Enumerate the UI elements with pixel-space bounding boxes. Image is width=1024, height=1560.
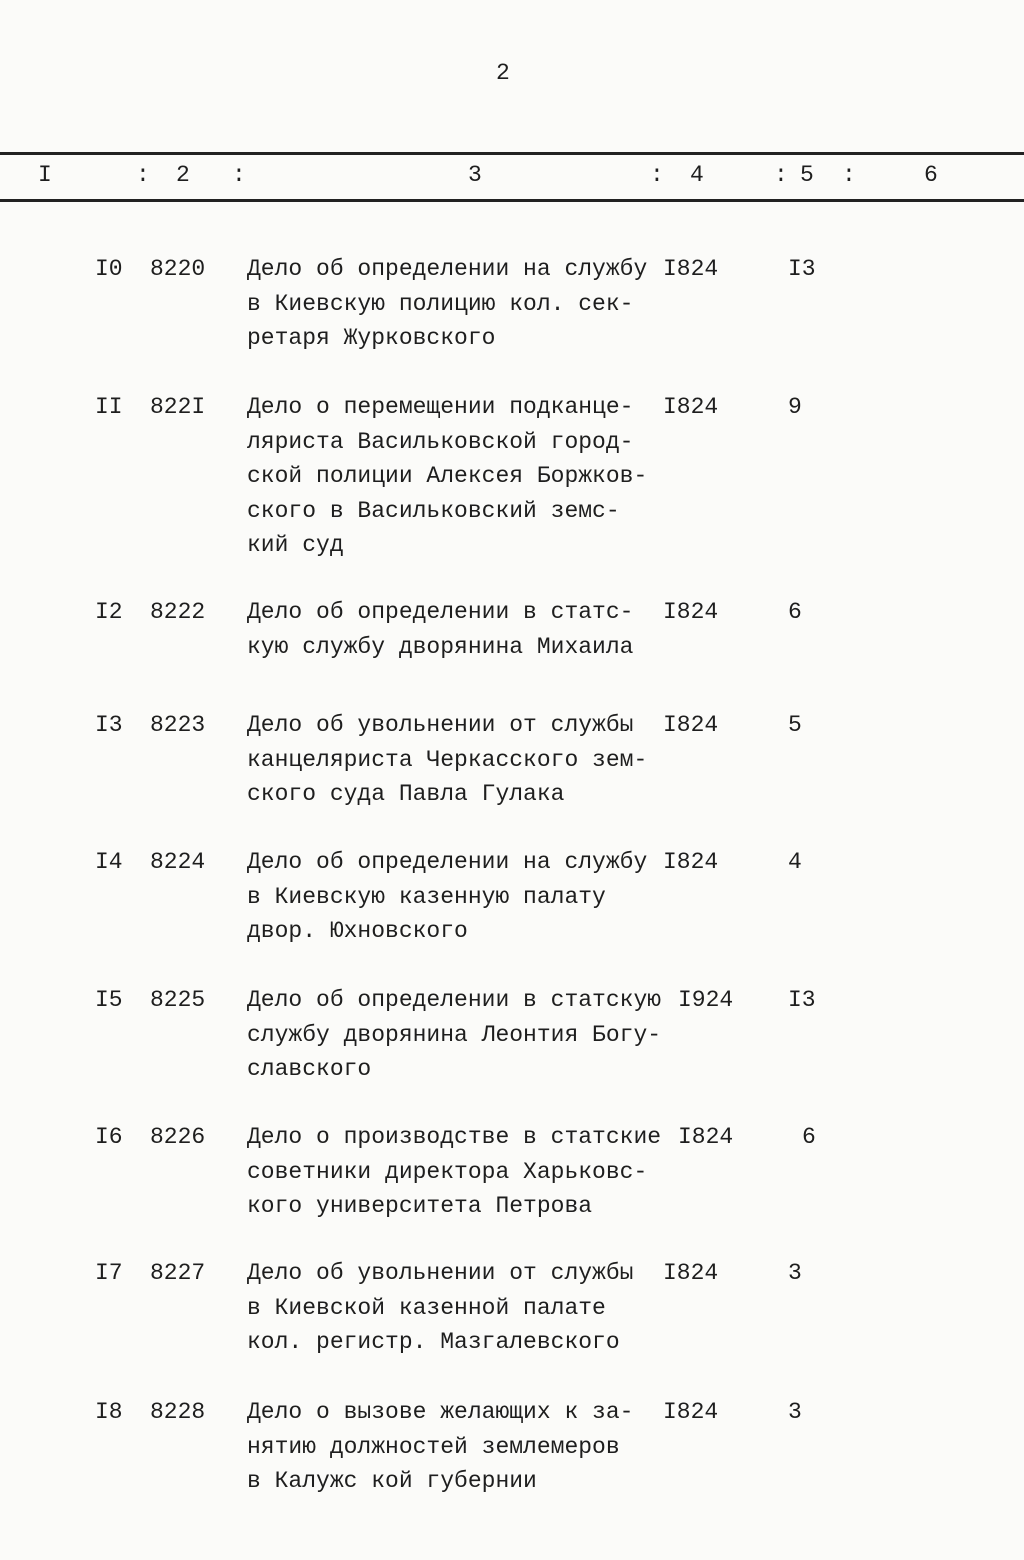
case-title-line: Дело о вызове желающих к за- bbox=[247, 1399, 634, 1425]
header-top-rule bbox=[0, 152, 1024, 155]
case-title-line: ской полиции Алексея Боржков- bbox=[247, 463, 648, 489]
sheet-count: 4 bbox=[788, 849, 802, 875]
row-number: I0 bbox=[95, 256, 123, 282]
case-number: 8224 bbox=[150, 849, 206, 875]
case-year: I924 bbox=[678, 987, 734, 1013]
case-title-line: кую службу дворянина Михаила bbox=[247, 633, 634, 660]
header-sep: : bbox=[774, 162, 788, 188]
sheet-count: I3 bbox=[788, 256, 816, 282]
header-sep: : bbox=[842, 162, 856, 188]
sheet-count: 9 bbox=[788, 394, 802, 420]
row-number: I3 bbox=[95, 712, 123, 738]
case-title-line: двор. Юхновского bbox=[247, 918, 468, 944]
row-number: I4 bbox=[95, 849, 123, 875]
case-title-line: советники директора Харьковс- bbox=[247, 1158, 648, 1185]
case-title-line: Дело об определении на службу bbox=[247, 256, 648, 282]
header-sep: : bbox=[136, 162, 150, 188]
case-title-line: ретаря Журковского bbox=[247, 325, 496, 351]
case-year: I824 bbox=[663, 1399, 719, 1425]
case-title-line: Дело об увольнении от службы bbox=[247, 712, 634, 738]
case-year: I824 bbox=[663, 599, 719, 625]
case-title-line: ского в Васильковский земс- bbox=[247, 497, 620, 524]
sheet-count: 6 bbox=[802, 1124, 816, 1150]
row-number: I2 bbox=[95, 599, 123, 625]
case-year: I824 bbox=[678, 1124, 734, 1150]
sheet-count: I3 bbox=[788, 987, 816, 1013]
case-title-line: кого университета Петрова bbox=[247, 1193, 593, 1219]
case-title-line: Дело об определении на службу bbox=[247, 849, 648, 875]
case-title-line: нятию должностей землемеров bbox=[247, 1433, 620, 1460]
header-col-1: I bbox=[38, 162, 52, 188]
case-year: I824 bbox=[663, 394, 719, 420]
case-year: I824 bbox=[663, 849, 719, 875]
case-number: 8220 bbox=[150, 256, 206, 282]
header-bottom-rule bbox=[0, 199, 1024, 202]
header-col-4: 4 bbox=[690, 162, 704, 188]
row-number: I6 bbox=[95, 1124, 123, 1150]
case-year: I824 bbox=[663, 1260, 719, 1286]
case-title-line: Дело о перемещении подканце- bbox=[247, 394, 634, 420]
case-year: I824 bbox=[663, 712, 719, 738]
case-number: 8222 bbox=[150, 599, 206, 625]
row-number: II bbox=[95, 394, 123, 420]
case-number: 8223 bbox=[150, 712, 206, 738]
case-title-line: в Киевской казенной палате bbox=[247, 1294, 606, 1321]
case-number: 8228 bbox=[150, 1399, 206, 1425]
case-number: 8227 bbox=[150, 1260, 206, 1286]
case-title-line: службу дворянина Леонтия Богу- bbox=[247, 1021, 662, 1048]
sheet-count: 3 bbox=[788, 1260, 802, 1286]
case-title-line: в Киевскую казенную палату bbox=[247, 883, 606, 910]
header-col-6: 6 bbox=[924, 162, 938, 188]
header-col-2: 2 bbox=[176, 162, 190, 188]
sheet-count: 6 bbox=[788, 599, 802, 625]
header-col-3: 3 bbox=[468, 162, 482, 188]
case-number: 822I bbox=[150, 394, 206, 420]
case-title-line: славского bbox=[247, 1056, 372, 1082]
case-title-line: ского суда Павла Гулака bbox=[247, 781, 565, 807]
sheet-count: 3 bbox=[788, 1399, 802, 1425]
case-title-line: Дело о производстве в статские bbox=[247, 1124, 662, 1150]
case-year: I824 bbox=[663, 256, 719, 282]
case-title-line: Дело об определении в статс- bbox=[247, 599, 634, 625]
page-number: 2 bbox=[496, 60, 510, 86]
row-number: I5 bbox=[95, 987, 123, 1013]
row-number: I7 bbox=[95, 1260, 123, 1286]
case-number: 8226 bbox=[150, 1124, 206, 1150]
case-title-line: ляриста Васильковской город- bbox=[247, 428, 634, 455]
case-title-line: кий суд bbox=[247, 532, 344, 558]
case-title-line: канцеляриста Черкасского зем- bbox=[247, 746, 648, 773]
case-title-line: в Киевскую полицию кол. сек- bbox=[247, 290, 634, 317]
row-number: I8 bbox=[95, 1399, 123, 1425]
case-title-line: Дело об определении в статскую bbox=[247, 987, 662, 1013]
header-col-5: 5 bbox=[800, 162, 814, 188]
header-sep: : bbox=[650, 162, 664, 188]
case-title-line: в Калужс кой губернии bbox=[247, 1468, 537, 1494]
case-title-line: Дело об увольнении от службы bbox=[247, 1260, 634, 1286]
case-title-line: кол. регистр. Мазгалевского bbox=[247, 1329, 620, 1355]
sheet-count: 5 bbox=[788, 712, 802, 738]
case-number: 8225 bbox=[150, 987, 206, 1013]
header-sep: : bbox=[232, 162, 246, 188]
